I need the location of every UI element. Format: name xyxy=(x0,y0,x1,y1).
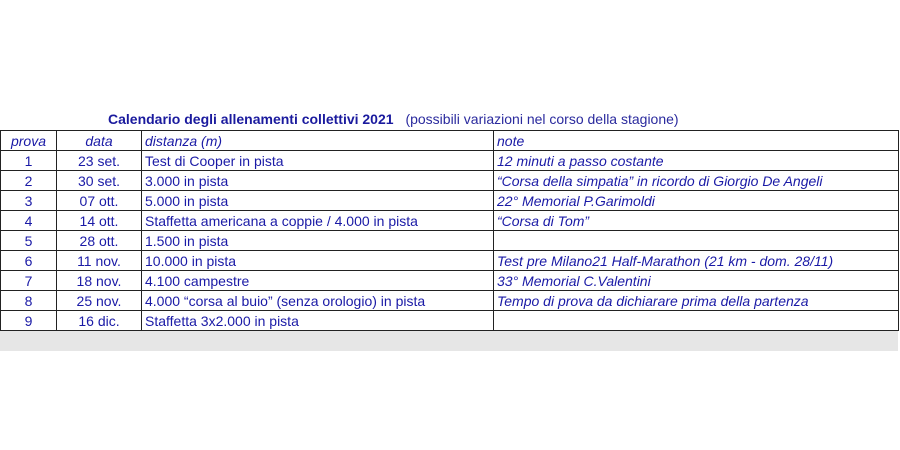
table-row xyxy=(1,191,899,211)
header-note: note xyxy=(494,131,899,151)
footer-bar xyxy=(0,331,898,351)
cell-data: 18 nov. xyxy=(57,271,142,291)
cell-distanza: 5.000 in pista xyxy=(142,191,494,211)
cell-distanza: 4.000 “corsa al buio” (senza orologio) in pista xyxy=(142,291,494,311)
cell-prova: 4 xyxy=(1,211,57,231)
cell-data: 23 set. xyxy=(57,151,142,171)
cell-distanza: 1.500 in pista xyxy=(142,231,494,251)
cell-prova: 9 xyxy=(1,311,57,331)
table-row xyxy=(1,271,899,291)
cell-prova: 8 xyxy=(1,291,57,311)
cell-data: 28 ott. xyxy=(57,231,142,251)
header-row xyxy=(1,131,899,151)
schedule-sheet xyxy=(0,108,900,351)
table-row xyxy=(1,151,899,171)
cell-data: 14 ott. xyxy=(57,211,142,231)
page-subtitle: (possibili variazioni nel corso della stagione) xyxy=(405,111,679,127)
title-row xyxy=(0,108,900,130)
cell-note: “Corsa di Tom” xyxy=(494,211,899,231)
cell-distanza: Test di Cooper in pista xyxy=(142,151,494,171)
cell-distanza: Staffetta americana a coppie / 4.000 in pista xyxy=(142,211,494,231)
cell-note: 12 minuti a passo costante xyxy=(494,151,899,171)
cell-prova: 3 xyxy=(1,191,57,211)
cell-distanza: 4.100 campestre xyxy=(142,271,494,291)
cell-note: 33° Memorial C.Valentini xyxy=(494,271,899,291)
header-data: data xyxy=(57,131,142,151)
cell-distanza: Staffetta 3x2.000 in pista xyxy=(142,311,494,331)
cell-data: 25 nov. xyxy=(57,291,142,311)
cell-prova: 2 xyxy=(1,171,57,191)
cell-note xyxy=(494,231,899,251)
cell-distanza: 10.000 in pista xyxy=(142,251,494,271)
cell-prova: 1 xyxy=(1,151,57,171)
cell-note: 22° Memorial P.Garimoldi xyxy=(494,191,899,211)
header-distanza: distanza (m) xyxy=(142,131,494,151)
cell-prova: 7 xyxy=(1,271,57,291)
cell-note: Test pre Milano21 Half-Marathon (21 km - dom. 28/11) xyxy=(494,251,899,271)
table-row xyxy=(1,171,899,191)
table-row xyxy=(1,291,899,311)
cell-data: 11 nov. xyxy=(57,251,142,271)
cell-prova: 6 xyxy=(1,251,57,271)
cell-note: “Corsa della simpatia” in ricordo di Giorgio De Angeli xyxy=(494,171,899,191)
schedule-table xyxy=(0,130,899,331)
header-prova: prova xyxy=(1,131,57,151)
cell-data: 07 ott. xyxy=(57,191,142,211)
table-row xyxy=(1,211,899,231)
table-row xyxy=(1,251,899,271)
page-title: Calendario degli allenamenti collettivi 2021 xyxy=(108,111,394,127)
table-row xyxy=(1,231,899,251)
cell-data: 16 dic. xyxy=(57,311,142,331)
table-row xyxy=(1,311,899,331)
cell-distanza: 3.000 in pista xyxy=(142,171,494,191)
cell-note: Tempo di prova da dichiarare prima della partenza xyxy=(494,291,899,311)
cell-note xyxy=(494,311,899,331)
cell-prova: 5 xyxy=(1,231,57,251)
cell-data: 30 set. xyxy=(57,171,142,191)
